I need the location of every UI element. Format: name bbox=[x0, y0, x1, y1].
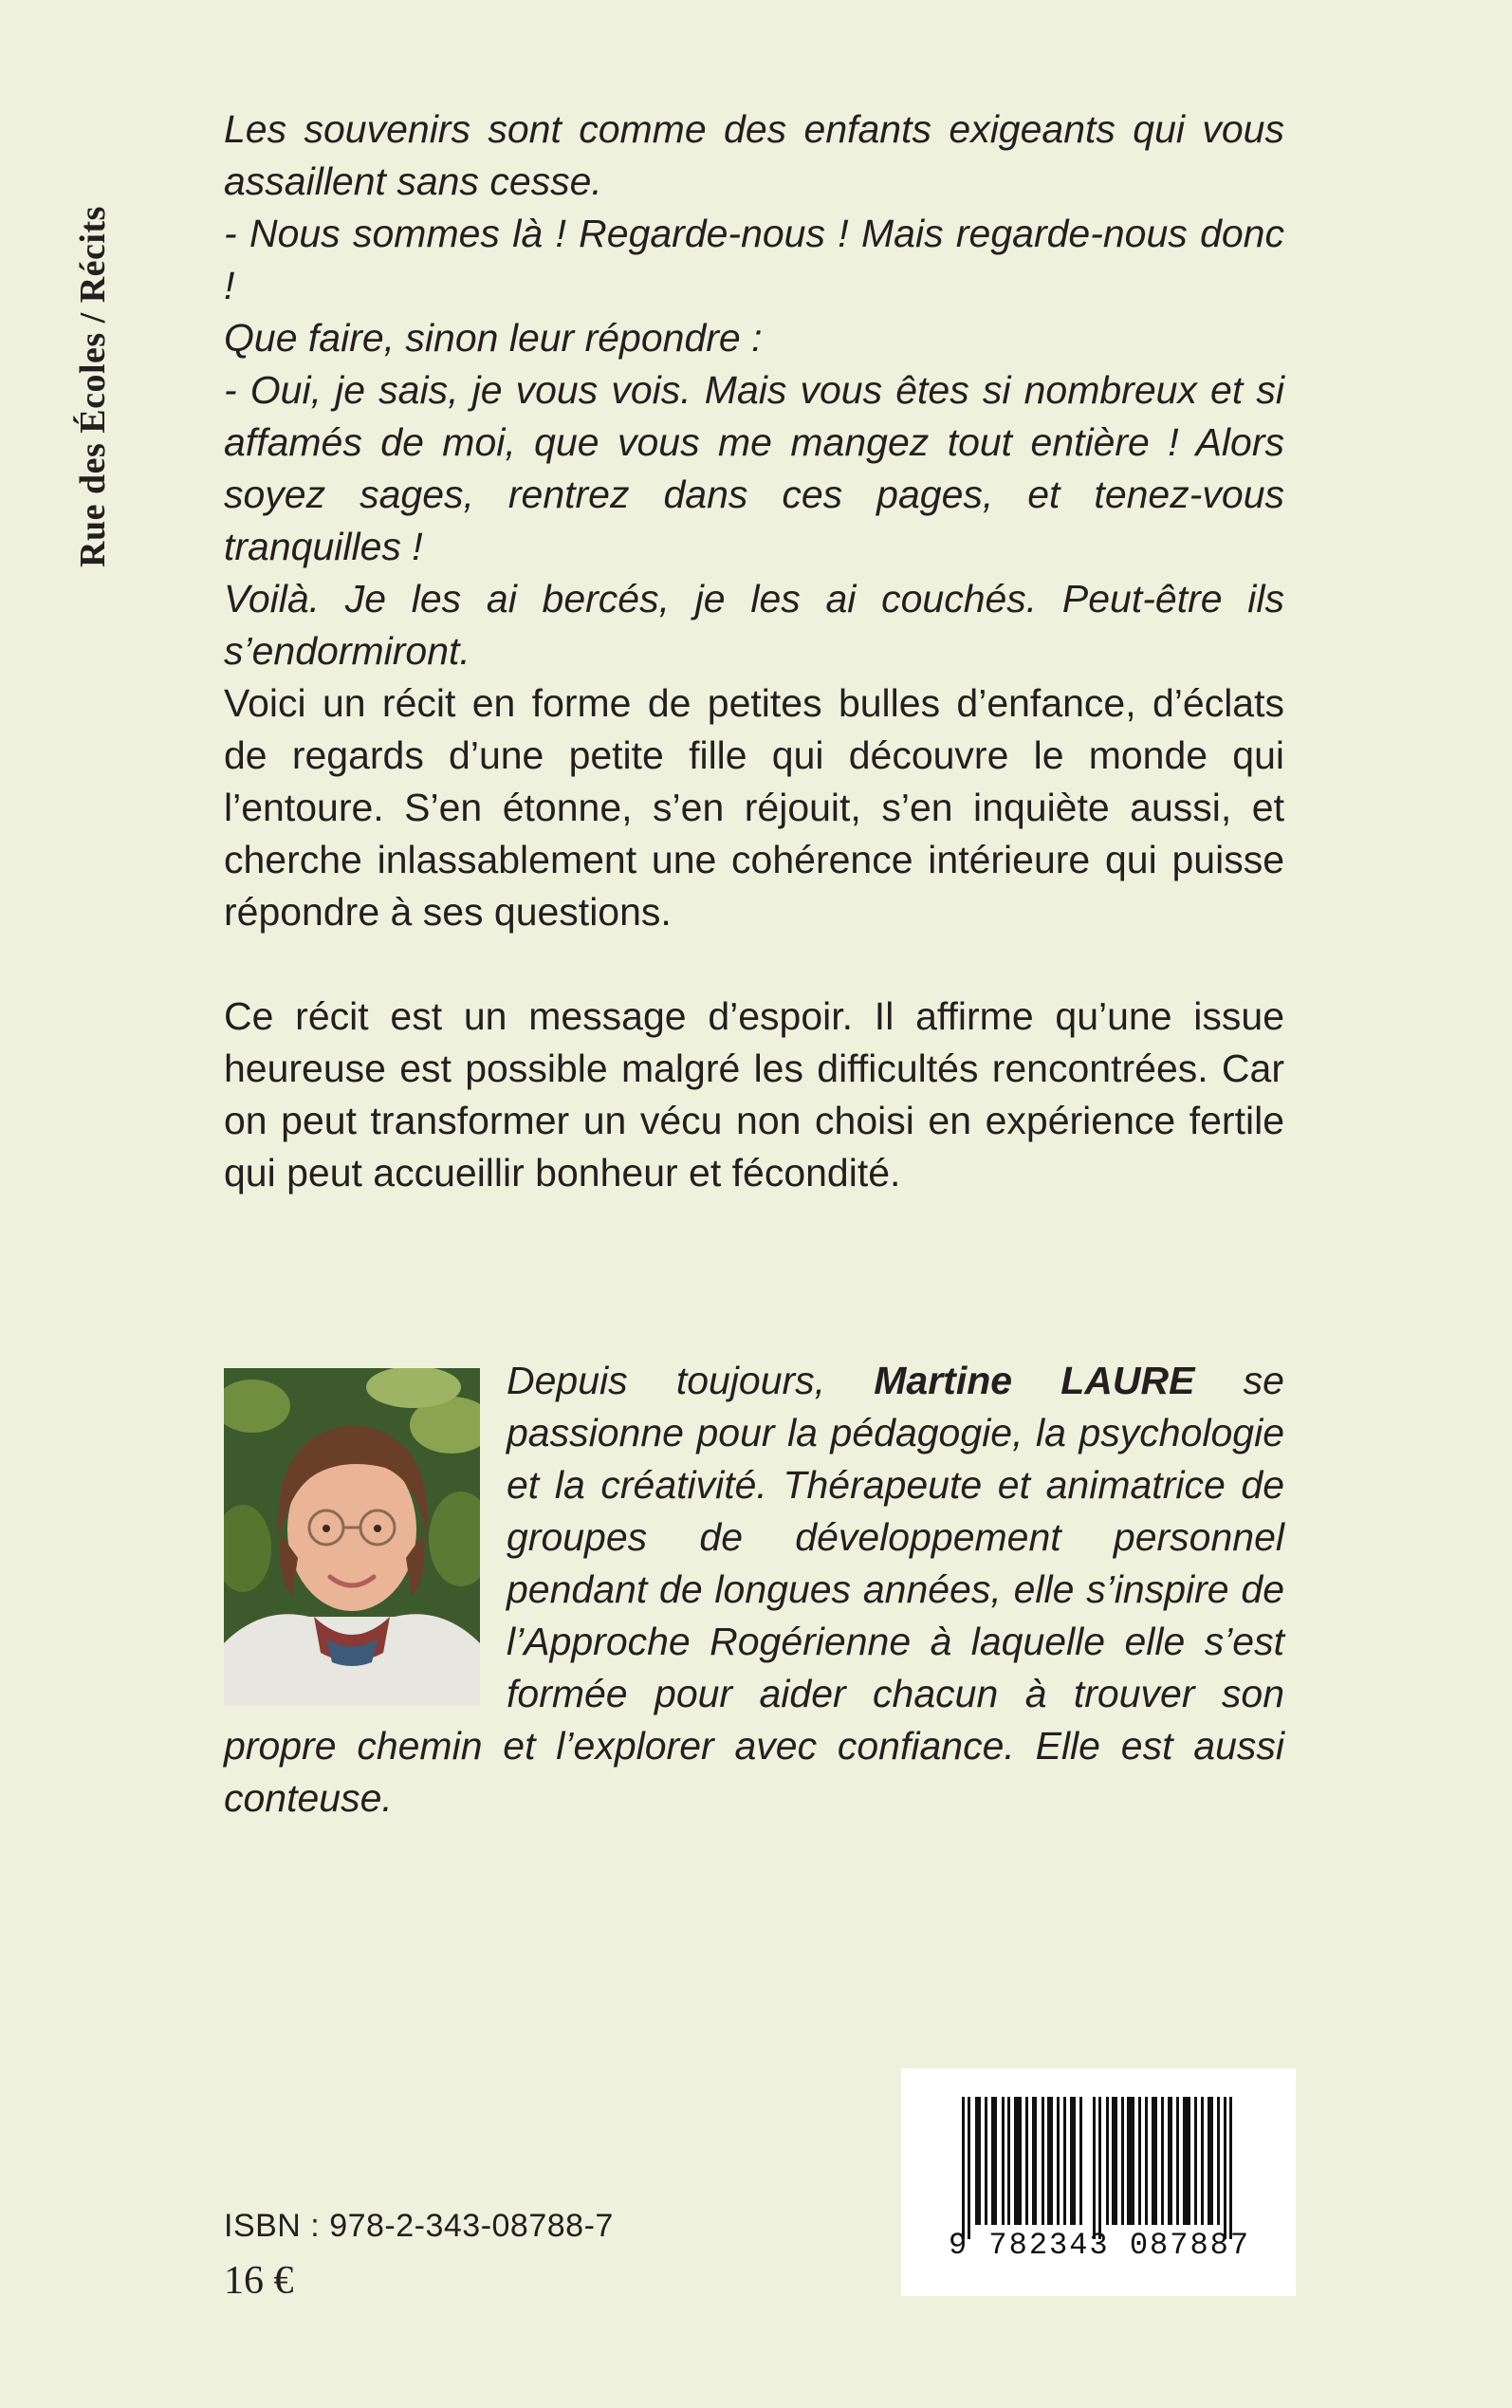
book-summary bbox=[224, 677, 1284, 1251]
summary-paragraph: Voici un récit en forme de petites bulles d’enfance, d’éclats de regards d’une petite fille qui découvre le monde qui l’entoure. S’en étonne, s’en réjouit, s’en inquiète aussi, et cherche inlassablement une cohérence intérieure qui puisse répondre à ses questions. bbox=[224, 681, 1284, 934]
epigraph-line: - Oui, je sais, je vous vois. Mais vous êtes si nombreux et si affamés de moi, que vous me mangez tout entière ! Alors soyez sages, rentrez dans ces pages, et tenez-vous tranquilles ! bbox=[224, 368, 1284, 568]
collection-spine-label: Rue des Écoles / Récits bbox=[73, 206, 113, 567]
epigraph-line: Voilà. Je les ai bercés, je les ai couchés. Peut-être ils s’endormiront. bbox=[224, 577, 1284, 673]
author-name: Martine LAURE bbox=[874, 1359, 1195, 1402]
epigraph bbox=[224, 103, 1284, 677]
author-block bbox=[224, 1355, 1284, 1825]
author-bio-intro: Depuis toujours, bbox=[507, 1359, 875, 1402]
barcode-digits: 9 782343 087887 bbox=[949, 2228, 1251, 2263]
author-bio-text: se passionne pour la pédagogie, la psychologie et la créativité. Thérapeute et animatrice de groupes de développement personnel pendant de longues années, elle s’inspire de l’Approche Rogérienne à laquelle elle s’est formée pour aider chacun à trouver son propre chemin et l’explorer avec confiance. Elle est aussi conteuse. bbox=[224, 1359, 1284, 1820]
isbn-number: ISBN : 978-2-343-08788-7 bbox=[224, 2208, 614, 2244]
epigraph-line: - Nous sommes là ! Regarde-nous ! Mais regarde-nous donc ! bbox=[224, 212, 1284, 307]
summary-paragraph: Ce récit est un message d’espoir. Il affirme qu’une issue heureuse est possible malgré les difficultés rencontrées. Car on peut transformer un vécu non choisi en expérience fertile qui peut accueillir bonheur et fécondité. bbox=[224, 994, 1284, 1195]
epigraph-line: Les souvenirs sont comme des enfants exigeants qui vous assaillent sans cesse. bbox=[224, 107, 1284, 203]
epigraph-line: Que faire, sinon leur répondre : bbox=[224, 316, 763, 360]
price: 16 € bbox=[224, 2259, 294, 2303]
barcode bbox=[901, 2068, 1296, 2296]
author-photo bbox=[224, 1368, 480, 1706]
